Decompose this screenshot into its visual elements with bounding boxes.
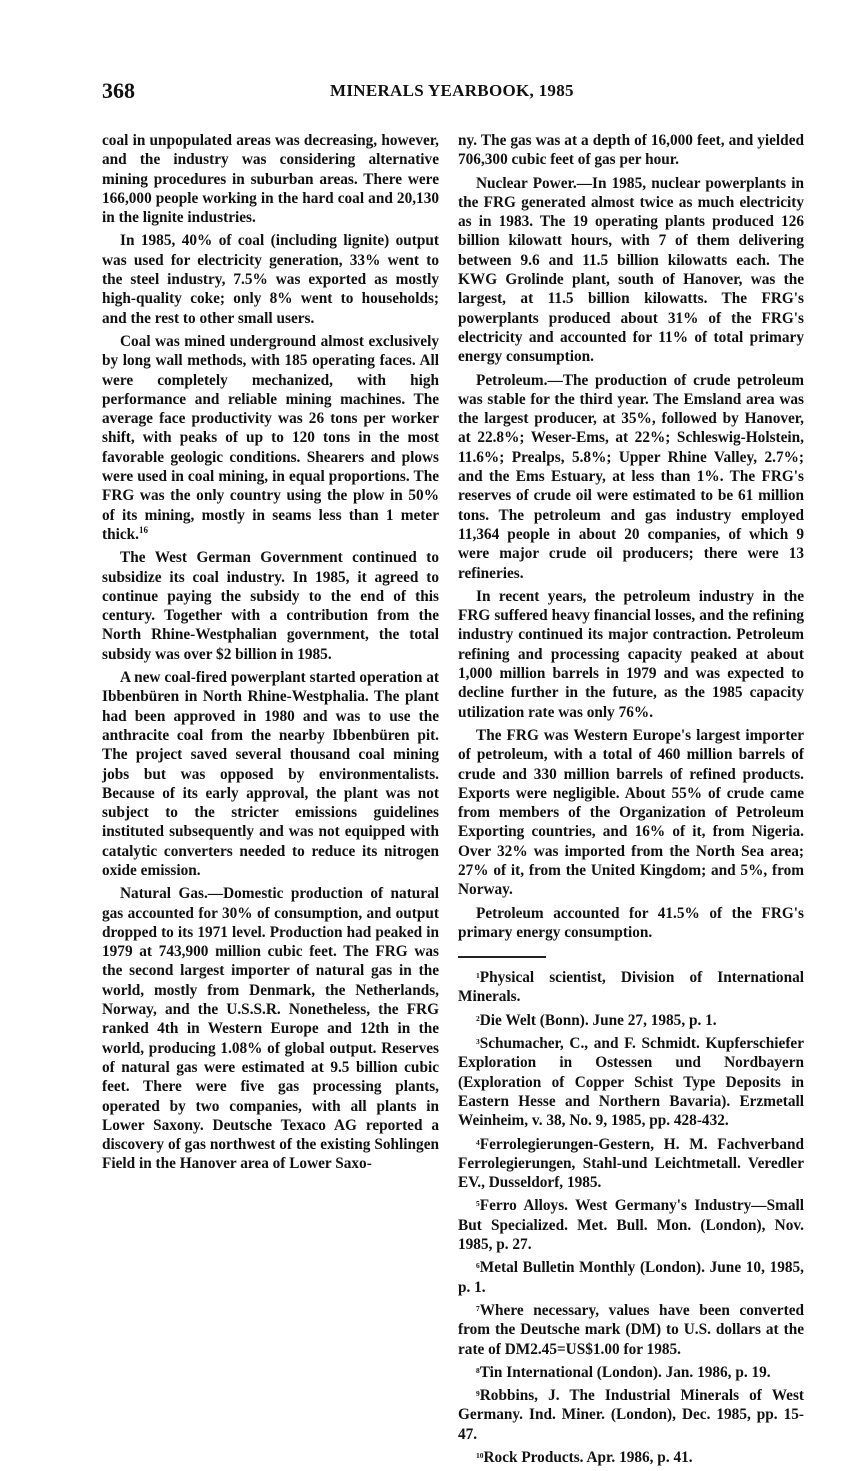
paragraph: In 1985, 40% of coal (including lignite) output was used for electricity generation, 33% went to the steel industry, 7.5% was exported as mostly high-quality coke; only 8% went to households; and the rest to other small users. (102, 232, 439, 327)
footnote-number: 9 (476, 1389, 480, 1399)
footnote (458, 968, 804, 1007)
footnote-number: 3 (476, 1037, 480, 1047)
footnote-text: Physical scientist, Division of International Minerals. (458, 969, 804, 1006)
paragraph (458, 371, 804, 583)
paragraph (102, 884, 439, 1173)
paragraph-text: Coal was mined underground almost exclusively by long wall methods, with 185 operating faces. All were completely mechanized, with high performance and reliable mining machines. The average face productivity was 26 tons per worker shift, with peaks of up to 120 tons in the most favorable geologic conditions. Shearers and plows were used in coal mining, in equal proportions. The FRG was the only country using the plow in 50% of its mining, mostly in seams less than 1 meter thick. (102, 332, 439, 543)
footnote (458, 1011, 804, 1030)
paragraph: ny. The gas was at a depth of 16,000 feet, and yielded 706,300 cubic feet of gas per hour. (458, 132, 804, 169)
paragraph (102, 332, 439, 544)
footnote-divider (458, 956, 546, 958)
footnote-text: Die Welt (Bonn). June 27, 1985, p. 1. (479, 1011, 717, 1029)
paragraph-text: —The production of crude petroleum was stable for the third year. The Emsland area was the largest producer, at 35%, followed by Hanover, at 22.8%; Weser-Ems, at 22%; Schleswig-Holstein, 11.6%; Prealps, 5.8%; Upper Rhine Valley, 2.7%; and the Ems Estuary, at less than 1%. The FRG's reserves of crude oil were estimated to be 61 million tons. The petroleum and gas industry employed 11,364 people in about 20 companies, of which 9 were major crude oil producers; there were 13 refineries. (458, 371, 804, 582)
footnote-text: Schumacher, C., and F. Schmidt. Kupferschiefer Exploration in Ostessen und Nordbayern (Exploration of Copper Schist Type Deposits in Eastern Hesse and Northern Bavaria). Erzmetall Weinheim, v. 38, No. 9, 1985, pp. 428-432. (458, 1035, 804, 1130)
section-heading-nuclear-power: Nuclear Power. (476, 174, 577, 192)
footnote-number: 10 (476, 1451, 484, 1460)
left-column (102, 131, 439, 1178)
paragraph (458, 174, 804, 367)
footnote (458, 1135, 804, 1193)
paragraph: The West German Government continued to subsidize its coal industry. In 1985, it agreed to continue paying the subsidy to the end of this century. Together with a contribution from the North Rhine-Westphalian government, the total subsidy was over $2 billion in 1985. (102, 549, 439, 663)
footnote-text: Robbins, J. The Industrial Minerals of West Germany. Ind. Miner. (London), Dec. 1985, pp. 15-47. (458, 1387, 804, 1443)
footnote-text: Ferro Alloys. West Germany's Industry—Small But Specialized. Met. Bull. Mon. (London), Nov. 1985, p. 27. (458, 1197, 804, 1254)
footnote-number: 8 (476, 1365, 480, 1375)
paragraph: Petroleum accounted for 41.5% of the FRG's primary energy consumption. (458, 904, 804, 941)
paragraph-text: —Domestic production of natural gas accounted for 30% of consumption, and output dropped to its 1971 level. Production had peaked in 1979 at 743,900 million cubic feet. The FRG was the second largest importer of natural gas in the world, mostly from Denmark, the Netherlands, Norway, and the U.S.S.R. Nonetheless, the FRG ranked 4th in Western Europe and 12th in the world, producing 1.08% of global output. Reserves of natural gas were estimated at 9.5 billion cubic feet. There were five gas processing plants, operated by two companies, with all plants in Lower Saxony. Deutsche Texaco AG reported a discovery of gas northwest of the existing Sohlingen Field in the Hanover area of Lower Saxo- (102, 885, 439, 1173)
page-number: 368 (102, 78, 135, 103)
footnote-number: 7 (476, 1303, 480, 1313)
footnote-number: 5 (476, 1199, 480, 1209)
footnote-reference: 16 (138, 524, 148, 535)
footnote-text: Ferrolegierungen-Gestern, H. M. Fachverband Ferrolegierungen, Stahl-und Leichtmetall. Veredler EV., Dusseldorf, 1985. (458, 1135, 804, 1192)
footnote-text: Rock Products. Apr. 1986, p. 41. (483, 1449, 693, 1466)
footnote-text: Tin International (London). Jan. 1986, p. 19. (479, 1363, 771, 1381)
footnote (458, 1386, 804, 1444)
footnote-number: 4 (476, 1137, 480, 1147)
footnote (458, 1196, 804, 1254)
footnote (458, 1448, 804, 1467)
footnote (458, 1258, 804, 1297)
right-column (458, 131, 804, 1471)
running-title: MINERALS YEARBOOK, 1985 (330, 81, 574, 100)
paragraph: In recent years, the petroleum industry in the FRG suffered heavy financial losses, and the refining industry continued its major contraction. Petroleum refining and processing capacity peaked at about 1,000 million barrels in 1979 and was expected to decline further in the future, as the 1985 capacity utilization rate was only 76%. (458, 587, 804, 721)
paragraph: A new coal-fired powerplant started operation at Ibbenbüren in North Rhine-Westphalia. The plant had been approved in 1980 and was to use the anthracite coal from the nearby Ibbenbüren pit. The project saved several thousand coal mining jobs but was opposed by environmentalists. Because of its early approval, the plant was not subject to the stricter emissions guidelines instituted subsequently and was not equipped with catalytic converters needed to reduce its nitrogen oxide emission. (102, 669, 439, 879)
footnote-number: 1 (476, 971, 480, 981)
footnote-number: 6 (476, 1261, 480, 1271)
section-heading-petroleum: Petroleum. (476, 371, 548, 389)
page-header (102, 78, 802, 108)
footnote (458, 1363, 804, 1382)
footnotes (458, 968, 804, 1467)
footnote (458, 1301, 804, 1359)
section-heading-natural-gas: Natural Gas. (120, 885, 208, 903)
footnote-text: Where necessary, values have been converted from the Deutsche mark (DM) to U.S. dollars at the rate of DM2.45=US$1.00 for 1985. (458, 1301, 804, 1358)
footnote-number: 2 (476, 1013, 480, 1023)
paragraph: The FRG was Western Europe's largest importer of petroleum, with a total of 460 million barrels of crude and 330 million barrels of refined products. Exports were negligible. About 55% of crude came from members of the Organization of Petroleum Exporting countries, and 16% of it, from Nigeria. Over 32% was imported from the North Sea area; 27% of it, from the United Kingdom; and 5%, from Norway. (458, 726, 804, 899)
footnote-text: Metal Bulletin Monthly (London). June 10, 1985, p. 1. (458, 1259, 804, 1296)
paragraph-text: —In 1985, nuclear powerplants in the FRG generated almost twice as much electricity as in 1983. The 19 operating plants produced 126 billion kilowatt hours, with 7 of them delivering between 9.6 and 11.5 billion kilowatts each. The KWG Grolinde plant, south of Hanover, was the largest, at 11.5 billion kilowatts. The FRG's powerplants produced about 31% of the FRG's electricity and accounted for 11% of total primary energy consumption. (458, 174, 804, 366)
footnote (458, 1034, 804, 1130)
paragraph: coal in unpopulated areas was decreasing, however, and the industry was considering alternative mining procedures in suburban areas. There were 166,000 people working in the hard coal and 20,130 in the lignite industries. (102, 132, 439, 227)
